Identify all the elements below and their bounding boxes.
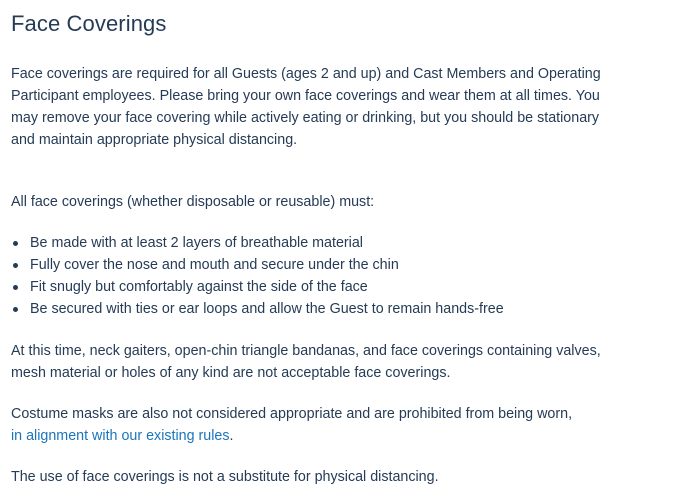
- page-title: Face Coverings: [11, 11, 167, 36]
- requirements-list: [11, 232, 504, 320]
- list-item-text: Fit snugly but comfortably against the side of the face: [30, 279, 368, 295]
- list-item: [11, 232, 504, 254]
- costume-paragraph: [11, 403, 621, 447]
- list-item-text: Fully cover the nose and mouth and secure under the chin: [30, 257, 399, 273]
- distancing-note: The use of face coverings is not a substitute for physical distancing.: [11, 469, 439, 485]
- list-item: [11, 254, 504, 276]
- costume-period: .: [229, 428, 234, 444]
- list-item: [11, 276, 504, 298]
- bullet-icon: [13, 285, 18, 290]
- list-item-text: Be made with at least 2 layers of breathable material: [30, 235, 363, 251]
- list-item: [11, 298, 504, 320]
- existing-rules-link[interactable]: in alignment with our existing rules: [11, 428, 230, 444]
- list-item-text: Be secured with ties or ear loops and allow the Guest to remain hands-free: [30, 301, 504, 317]
- bullet-icon: [13, 241, 18, 246]
- not-acceptable-paragraph: At this time, neck gaiters, open-chin triangle bandanas, and face coverings containing valves, mesh material or holes of any kind are not acceptable face coverings.: [11, 343, 601, 381]
- intro-paragraph: Face coverings are required for all Guests (ages 2 and up) and Cast Members and Operating Participant employees. Please bring your own face coverings and wear them at all times. You may remove your face covering while actively eating or drinking, but you should be stationary and maintain appropriate physical distancing.: [11, 66, 601, 148]
- requirements-heading: All face coverings (whether disposable or reusable) must:: [11, 194, 375, 210]
- costume-text: Costume masks are also not considered appropriate and are prohibited from being worn,: [11, 406, 573, 422]
- bullet-icon: [13, 307, 18, 312]
- bullet-icon: [13, 263, 18, 268]
